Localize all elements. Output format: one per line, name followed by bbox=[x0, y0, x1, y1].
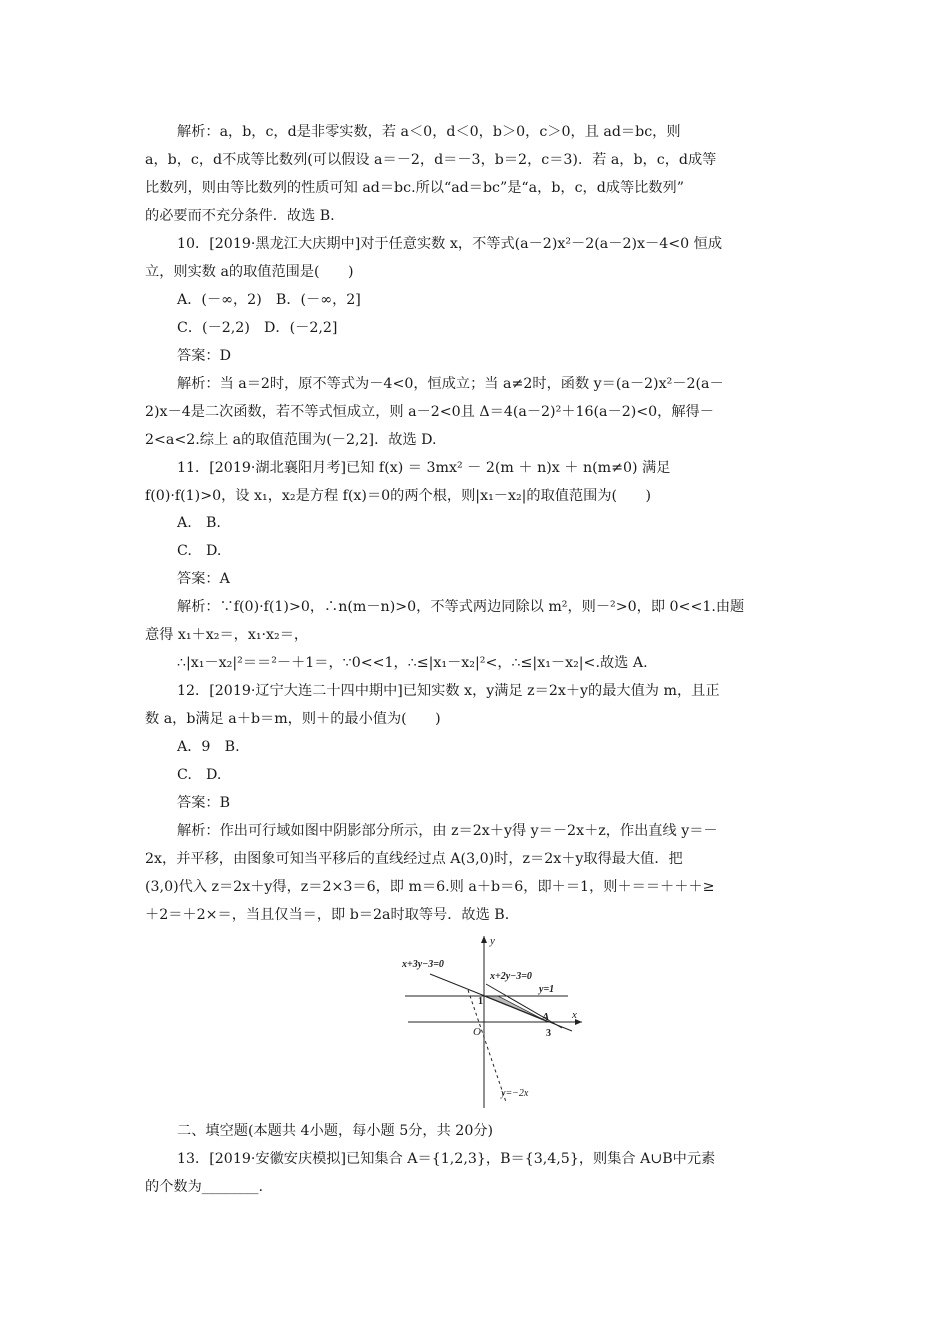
section-heading-fill-in: 二、填空题(本题共 4小题，每小题 5分，共 20分) bbox=[177, 1123, 494, 1139]
question-12-answer: 答案：B bbox=[177, 795, 230, 811]
question-12-analysis-1: 解析：作出可行域如图中阴影部分所示，由 z＝2x＋y得 y＝－2x＋z，作出直线 y＝－ bbox=[177, 823, 718, 839]
y-axis-arrow bbox=[481, 936, 487, 943]
question-11-analysis-1: 解析：∵f(0)·f(1)>0，∴n(m－n)>0，不等式两边同除以 m²，则－²>0，即 0<<1.由题 bbox=[177, 599, 745, 615]
question-12-analysis-2: 2x，并平移，由图象可知当平移后的直线经过点 A(3,0)时，z＝2x＋y取得最大值．把 bbox=[145, 851, 683, 867]
label-point-a: A bbox=[542, 1011, 550, 1023]
label-origin: O bbox=[473, 1026, 481, 1038]
question-10-line-1: 10．[2019·黑龙江大庆期中]对于任意实数 x，不等式(a－2)x²－2(a－2)x－4<0 恒成 bbox=[177, 236, 723, 252]
question-10-line-2: 立，则实数 a的取值范围是( ) bbox=[145, 264, 354, 280]
label-line-y-equals-neg-2x: y=−2x bbox=[501, 1088, 529, 1099]
text-line-2: a，b，c，d不成等比数列(可以假设 a＝－2，d＝－3，b＝2，c＝3)．若 a，b，c，d成等 bbox=[145, 152, 717, 168]
question-10-answer: 答案：D bbox=[177, 348, 231, 364]
question-12-options-cd: C. D. bbox=[177, 767, 222, 783]
question-10-options-ab: A．(－∞，2) B．(－∞，2] bbox=[177, 292, 361, 308]
label-line-y-equals-1: y=1 bbox=[539, 984, 555, 995]
label-y-axis: y bbox=[490, 935, 495, 947]
question-11-answer: 答案：A bbox=[177, 571, 230, 587]
question-12-line-1: 12．[2019·辽宁大连二十四中期中]已知实数 x，y满足 z＝2x＋y的最大值为 m，且正 bbox=[177, 683, 720, 699]
label-one: 1 bbox=[478, 996, 483, 1007]
text-line-4: 的必要而不充分条件．故选 B. bbox=[145, 208, 335, 224]
label-line-x-plus-3y: x+3y−3=0 bbox=[402, 959, 444, 970]
label-three: 3 bbox=[546, 1028, 551, 1039]
question-11-line-2: f(0)·f(1)>0，设 x₁，x₂是方程 f(x)＝0的两个根，则|x₁－x₂|的取值范围为( ) bbox=[145, 488, 651, 504]
text-line-1: 解析：a，b，c，d是非零实数，若 a＜0，d＜0，b＞0，c＞0，且 ad＝bc，则 bbox=[177, 124, 681, 140]
line-y-equals-neg-2x bbox=[468, 990, 506, 1102]
question-10-analysis-3: 2<a<2.综上 a的取值范围为(－2,2]．故选 D. bbox=[145, 432, 437, 448]
label-x-axis: x bbox=[572, 1009, 577, 1021]
text-line-3: 比数列，则由等比数列的性质可知 ad＝bc.所以“ad＝bc”是“a，b，c，d成等比数列” bbox=[145, 180, 684, 196]
question-10-analysis-1: 解析：当 a＝2时，原不等式为－4<0，恒成立；当 a≠2时，函数 y＝(a－2)x²－2(a－ bbox=[177, 376, 724, 392]
question-12-line-2: 数 a，b满足 a＋b＝m，则＋的最小值为( ) bbox=[145, 711, 441, 727]
label-line-x-plus-2y: x+2y−3=0 bbox=[490, 971, 532, 982]
question-12-analysis-3: (3,0)代入 z＝2x＋y得，z＝2×3＝6，即 m＝6.则 a＋b＝6，即＋＝1，则＋＝＝＋＋＋≥ bbox=[145, 879, 715, 895]
question-11-analysis-3: ∴|x₁－x₂|²＝＝²－＋1＝，∵0<<1，∴≤|x₁－x₂|²<，∴≤|x₁－x₂|<.故选 A. bbox=[177, 655, 648, 671]
question-12-options-ab: A．9 B. bbox=[177, 739, 240, 755]
question-13-line-1: 13．[2019·安徽安庆模拟]已知集合 A＝{1,2,3}，B＝{3,4,5}，则集合 A∪B中元素 bbox=[177, 1151, 716, 1167]
question-12-analysis-4: ＋2＝＋2×＝，当且仅当＝，即 b＝2a时取等号．故选 B. bbox=[145, 907, 510, 923]
question-10-options-cd: C．(－2,2) D．(－2,2] bbox=[177, 320, 338, 336]
question-11-analysis-2: 意得 x₁＋x₂＝，x₁·x₂＝， bbox=[145, 627, 309, 643]
question-10-analysis-2: 2)x－4是二次函数，若不等式恒成立，则 a－2<0且 Δ＝4(a－2)²＋16(a－2)<0，解得－ bbox=[145, 404, 714, 420]
feasible-region-figure bbox=[400, 932, 590, 1112]
question-13-line-2: 的个数为________. bbox=[145, 1179, 264, 1195]
question-11-options-cd: C. D. bbox=[177, 543, 222, 559]
question-11-options-ab: A. B. bbox=[177, 515, 221, 531]
question-11-line-1: 11．[2019·湖北襄阳月考]已知 f(x) ＝ 3mx² － 2(m ＋ n)x ＋ n(m≠0) 满足 bbox=[177, 460, 671, 476]
